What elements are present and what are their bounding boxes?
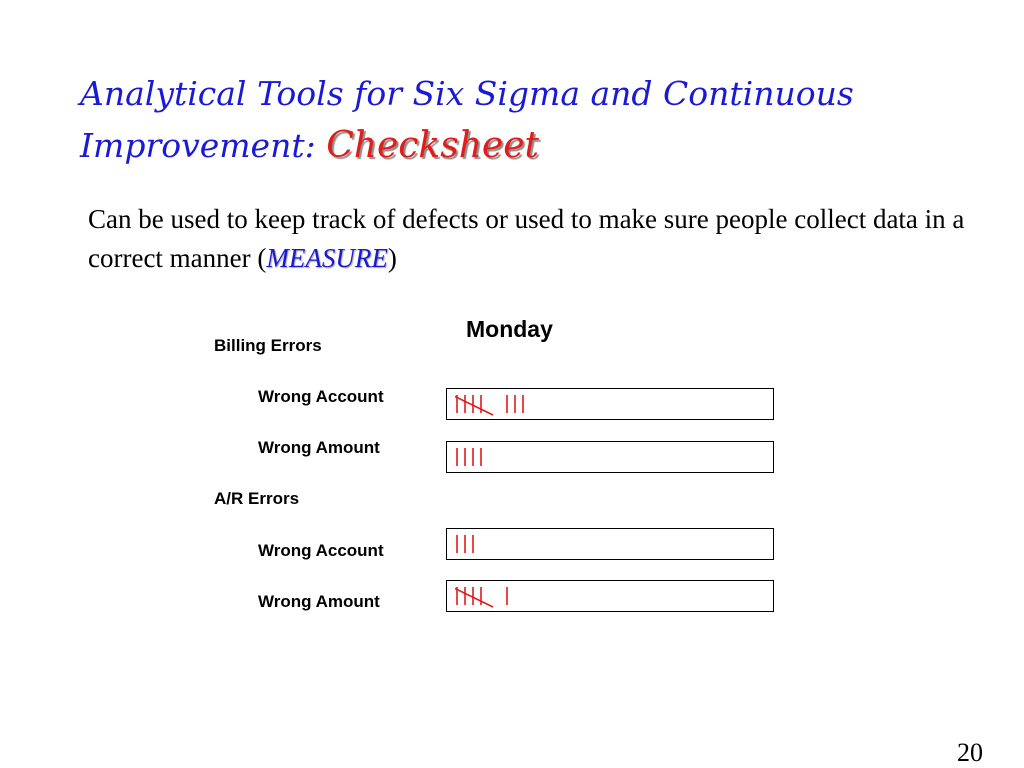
tally-box-ar-wrong-account bbox=[446, 528, 774, 560]
item-label-billing-wrong-account: Wrong Account bbox=[258, 387, 384, 406]
body-emphasis: MEASURE bbox=[266, 243, 388, 273]
tally-box-billing-wrong-amount bbox=[446, 441, 774, 473]
tally-cross-stroke bbox=[455, 588, 493, 607]
page-number: 20 bbox=[957, 738, 983, 767]
day-header: Monday bbox=[466, 316, 553, 342]
tally-box-billing-wrong-account bbox=[446, 388, 774, 420]
tally-marks-billing-wrong-amount bbox=[455, 444, 755, 470]
slide-title bbox=[80, 68, 980, 172]
tally-marks-ar-wrong-account bbox=[455, 531, 755, 557]
item-label-billing-wrong-amount: Wrong Amount bbox=[258, 438, 380, 457]
category-label-ar: A/R Errors bbox=[214, 489, 300, 508]
body-suffix: ) bbox=[387, 243, 397, 273]
tally-box-ar-wrong-amount bbox=[446, 580, 774, 612]
title-highlight: Checksheet bbox=[326, 125, 539, 166]
tally-cross-stroke bbox=[455, 396, 493, 415]
slide-body bbox=[88, 200, 968, 278]
item-label-ar-wrong-account: Wrong Account bbox=[258, 541, 384, 560]
title-prefix: Analytical Tools for Six Sigma and Continuous Improvement: bbox=[80, 74, 854, 165]
tally-marks-ar-wrong-amount bbox=[455, 583, 755, 609]
body-prefix: Can be used to keep track of defects or used to make sure people collect data in a correct manner ( bbox=[88, 204, 965, 273]
item-label-ar-wrong-amount: Wrong Amount bbox=[258, 592, 380, 611]
category-label-billing: Billing Errors bbox=[214, 336, 322, 355]
tally-marks-billing-wrong-account bbox=[455, 391, 755, 417]
